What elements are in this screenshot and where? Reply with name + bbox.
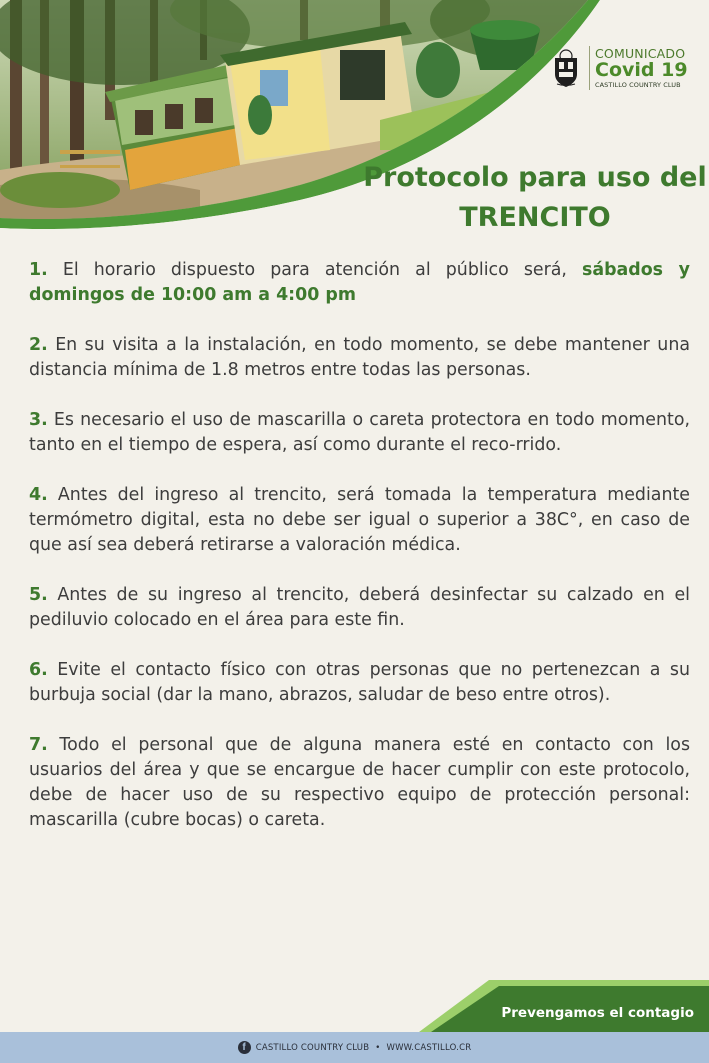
protocol-item-6 (29, 658, 690, 708)
tagline-text: Prevengamos el contagio (501, 1005, 694, 1021)
protocol-item-1 (29, 258, 690, 308)
item-text: Antes del ingreso al trencito, será tomada la temperatura mediante termómetro digital, esta no debe ser igual o superior a 38C°, en caso de que así sea deberá retirarse a valoración médica. (29, 485, 690, 555)
item-number: 5. (29, 585, 48, 605)
item-text: Antes de su ingreso al trencito, deberá desinfectar su calzado en el pediluvio colocado en el área para este fin. (29, 585, 691, 630)
item-highlight: sábados y domingos de 10:00 am a 4:00 pm (29, 260, 690, 305)
item-text: En su visita a la instalación, en todo momento, se debe mantener una distancia mínima de 1.8 metros entre todas las personas. (29, 335, 690, 380)
footer-website: WWW.CASTILLO.CR (386, 1042, 472, 1053)
footer-separator: • (375, 1042, 381, 1053)
item-number: 1. (29, 260, 48, 280)
item-text: Todo el personal que de alguna manera esté en contacto con los usuarios del área y que se encargue de hacer cumplir con este protocolo, debe de hacer uso de su respectivo equipo de protección personal: mascarilla (cubre bocas) o careta. (29, 735, 691, 830)
facebook-icon: f (238, 1041, 251, 1054)
title-line-2: TRENCITO (459, 202, 611, 233)
protocol-item-4 (29, 483, 690, 558)
protocol-list (29, 258, 690, 858)
item-number: 4. (29, 485, 48, 505)
protocol-item-7 (29, 733, 690, 833)
item-text: Evite el contacto físico con otras personas que no pertenezcan a su burbuja social (dar la mano, abrazos, saludar de beso entre otros). (29, 660, 690, 705)
item-number: 3. (29, 410, 48, 430)
title-line-1: Protocolo para uso del (363, 162, 707, 193)
protocol-item-3 (29, 408, 690, 458)
item-text: Es necesario el uso de mascarilla o careta protectora en todo momento, tanto en el tiempo de espera, así como durante el reco-rrido. (29, 410, 690, 455)
footer-bar (0, 1032, 709, 1063)
protocol-item-2 (29, 333, 690, 383)
club-seal-icon (551, 48, 581, 88)
item-number: 7. (29, 735, 48, 755)
brand-comunicado: COMUNICADO (595, 45, 686, 61)
brand-text (595, 45, 688, 89)
protocol-item-5 (29, 583, 690, 633)
item-text: El horario dispuesto para atención al público será, (62, 260, 583, 280)
footer-facebook-name: CASTILLO COUNTRY CLUB (255, 1042, 370, 1053)
brand-club-name: CASTILLO COUNTRY CLUB (595, 81, 681, 89)
brand-covid: Covid 19 (595, 59, 688, 81)
page-title (335, 158, 709, 238)
brand-divider (589, 46, 590, 90)
item-number: 2. (29, 335, 48, 355)
brand-logo (551, 44, 688, 92)
item-number: 6. (29, 660, 48, 680)
